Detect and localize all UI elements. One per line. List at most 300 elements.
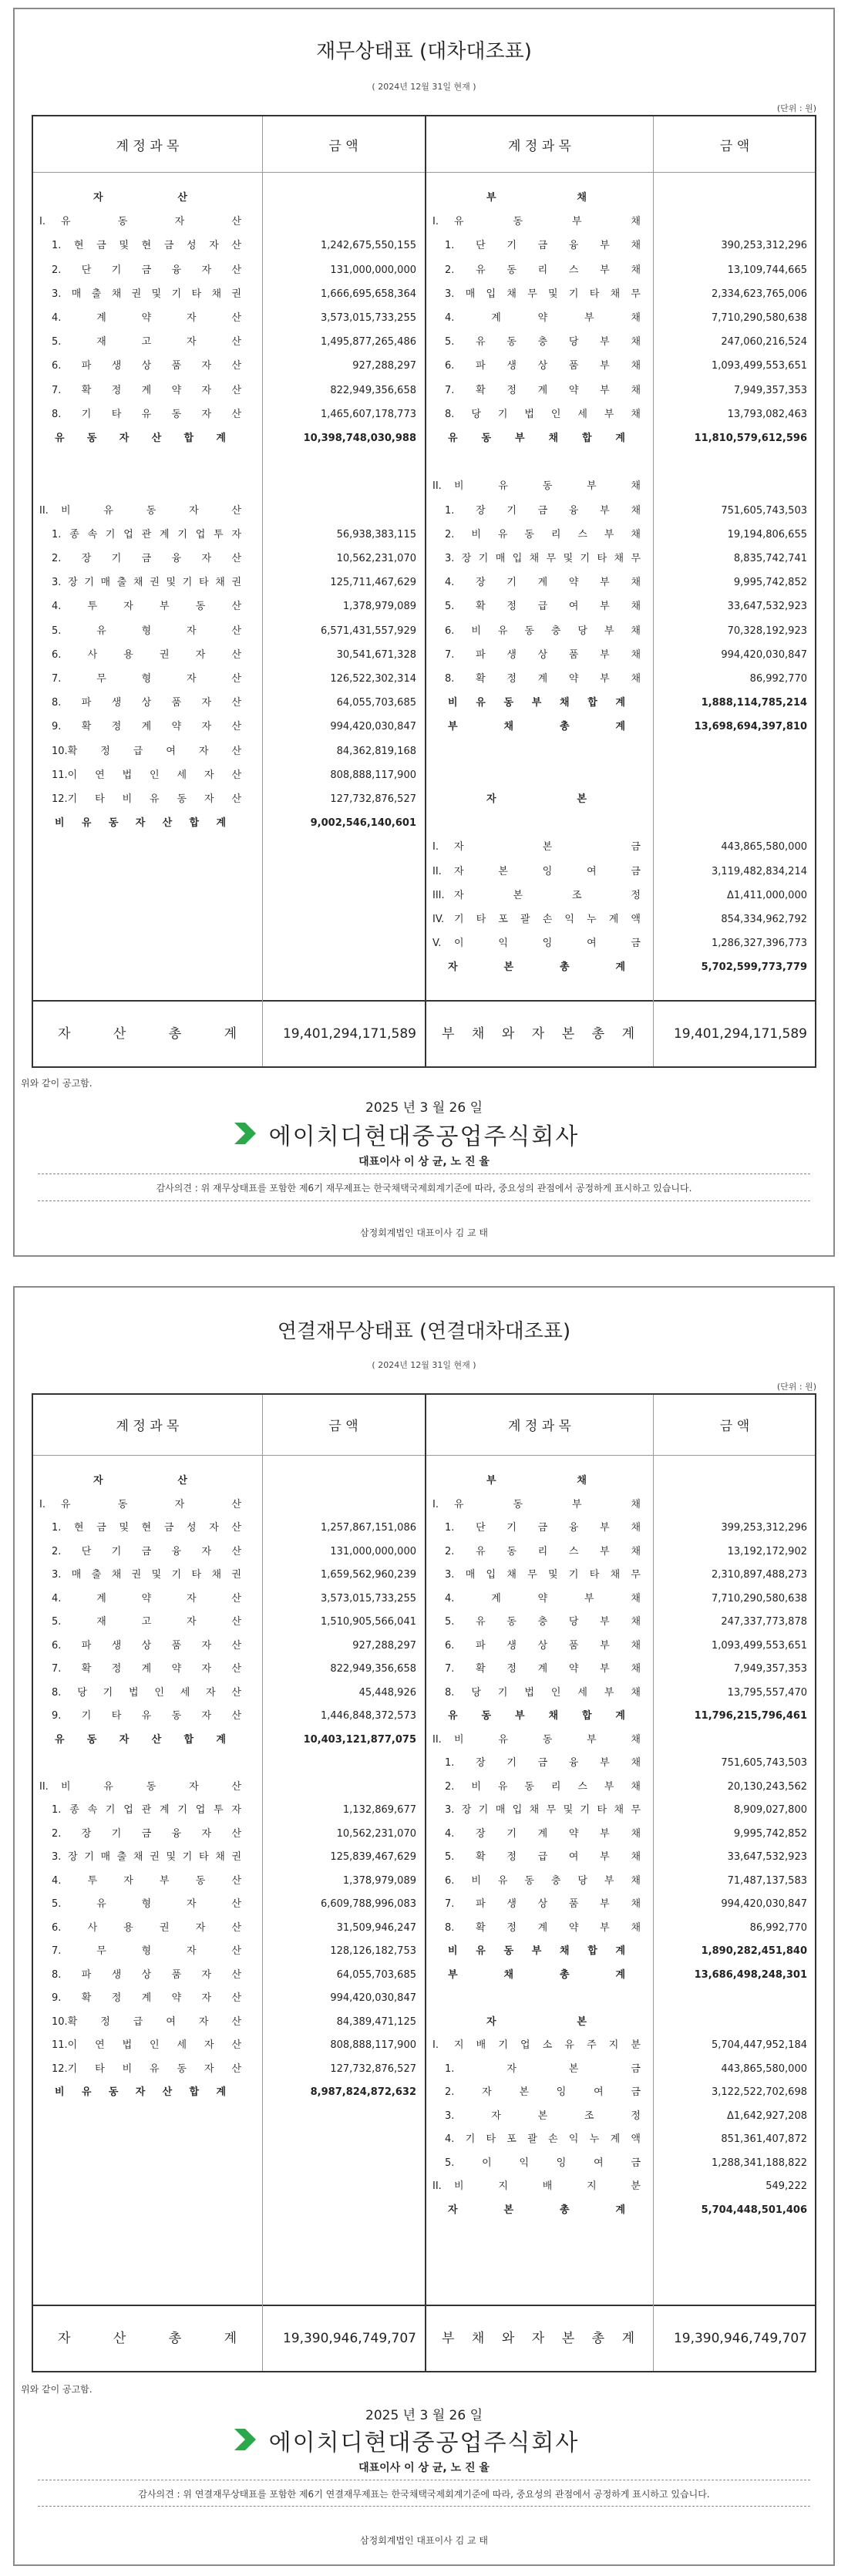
consolidated-balance-table [32, 1393, 816, 2372]
section-number: II. [432, 2180, 442, 2192]
amount-value: 8,909,027,800 [733, 1804, 807, 1816]
account-label: 3. 매 출 채 권 및 기 타 채 권 [52, 1569, 241, 1581]
account-row [33, 1638, 816, 1654]
amount-value: 1,288,341,188,822 [711, 2157, 807, 2169]
account-row [33, 2132, 816, 2147]
ceo-names: 대표이사 이 상 균, 노 진 율 [358, 1156, 490, 1168]
account-row [33, 383, 816, 399]
total-liab-equity-value: 19,390,946,749,707 [673, 2331, 807, 2346]
account-label: 2. 유 동 리 스 부 채 [445, 1545, 641, 1557]
amount-value: 70,328,192,923 [727, 625, 807, 637]
amount-value: 7,949,357,353 [733, 1663, 807, 1675]
amount-value: 64,055,703,685 [336, 697, 416, 709]
account-label: 4. 계 약 부 채 [445, 312, 641, 324]
account-label: 10.확 정 급 여 자 산 [52, 2015, 241, 2028]
account-label: 3. 매 입 채 무 및 기 타 채 무 [445, 288, 641, 300]
subtotal-row [33, 695, 816, 711]
amount-value: 84,362,819,168 [336, 745, 416, 757]
account-label: 1. 단 기 금 융 부 채 [445, 240, 641, 252]
consolidated-balance-sheet [13, 1286, 835, 2566]
amount-value: 126,522,302,314 [330, 673, 416, 685]
subtotal-label: 비 유 동 자 산 합 계 [55, 817, 226, 830]
amount-value: 1,659,562,960,239 [320, 1569, 416, 1581]
account-label: 5. 재 고 자 산 [52, 1616, 241, 1628]
subtotal-row [33, 1944, 816, 1959]
account-label: 3. 장 기 매 출 채 권 및 기 타 채 권 [52, 1851, 241, 1863]
amount-value: 9,995,742,852 [733, 577, 807, 589]
section-label: 비 유 동 자 산 [61, 504, 241, 517]
amount-value: 10,562,231,070 [336, 553, 416, 564]
account-label: 7. 무 형 자 산 [52, 1945, 241, 1957]
approved-note: 위와 같이 공고함. [21, 1078, 93, 1089]
section-heading [33, 1473, 816, 1489]
header-amount-left: 금 액 [328, 139, 358, 154]
amount-value: 549,222 [766, 2180, 807, 2192]
amount-value: 2,310,897,488,273 [711, 1569, 807, 1581]
amount-value: 3,122,522,702,698 [711, 2086, 807, 2098]
account-label: 5. 이 익 잉 여 금 [445, 2157, 641, 2169]
account-label: 1. 현 금 및 현 금 성 자 산 [52, 240, 241, 252]
account-label: 12.기 타 비 유 동 자 산 [52, 2062, 241, 2075]
account-label: 4. 계 약 부 채 [445, 1592, 641, 1605]
section-label: 자 본 금 [454, 841, 641, 854]
amount-value: 128,126,182,753 [330, 1945, 416, 1957]
total-assets-value: 19,390,946,749,707 [282, 2331, 416, 2346]
account-row [33, 1520, 816, 1536]
amount-value: 1,465,607,178,773 [320, 408, 416, 420]
account-row [33, 311, 816, 326]
account-label: 9. 확 정 계 약 자 산 [52, 1992, 241, 2004]
account-label: 3. 자 본 조 정 [445, 2110, 641, 2122]
amount-value: 1,378,979,089 [342, 601, 416, 613]
account-label: 1. 종 속 기 업 관 계 기 업 투 자 [52, 528, 241, 540]
account-label: 9. 기 타 유 동 자 산 [52, 1710, 241, 1722]
amount-value: 125,711,467,629 [330, 577, 416, 589]
section-title: 자 본 [486, 2015, 587, 2028]
amount-value: 927,288,297 [352, 360, 416, 372]
section-title: 부 채 [486, 192, 587, 204]
section-number: I. [39, 1498, 45, 1510]
account-label: 4. 장 기 계 약 부 채 [445, 1827, 641, 1840]
section-label: 지 배 기 업 소 유 주 지 분 [454, 2039, 641, 2051]
account-row [33, 2179, 816, 2194]
account-label: 8. 확 정 계 약 부 채 [445, 673, 641, 685]
subtotal-row [33, 1709, 816, 1724]
account-label: 7. 확 정 계 약 자 산 [52, 384, 241, 396]
amount-value: 851,361,407,872 [721, 2133, 807, 2145]
amount-value: 808,888,117,900 [330, 769, 416, 781]
amount-value: 20,130,243,562 [727, 1780, 807, 1793]
account-label: 6. 파 생 상 품 자 산 [52, 360, 241, 372]
unit-label: (단위 : 원) [776, 103, 816, 113]
account-label: 5. 재 고 자 산 [52, 336, 241, 349]
header-amount-right: 금 액 [719, 1419, 750, 1434]
subtotal-row [33, 2203, 816, 2218]
section-title: 자 본 [486, 793, 587, 805]
subtotal-label: 비 유 동 부 채 합 계 [448, 697, 625, 709]
amount-value: 994,420,030,847 [330, 721, 416, 733]
amount-value: 127,732,876,527 [330, 2062, 416, 2075]
account-label: 2. 자 본 잉 여 금 [445, 2086, 641, 2098]
account-row [33, 2085, 816, 2100]
account-row [33, 1615, 816, 1630]
amount-value: 8,835,742,741 [733, 553, 807, 564]
amount-value: 13,698,694,397,810 [694, 721, 807, 733]
account-label: 6. 파 생 상 품 부 채 [445, 360, 641, 372]
total-assets-label: 자 산 총 계 [58, 1026, 237, 1042]
account-row [33, 1732, 816, 1748]
account-row [33, 599, 816, 615]
account-label: 5. 유 형 자 산 [52, 1898, 241, 1910]
subtotal-label: 비 유 동 부 채 합 계 [448, 1945, 625, 1957]
amount-value: 10,403,121,877,075 [303, 1733, 416, 1746]
section-number: I. [39, 216, 45, 228]
subtotal-row [33, 431, 816, 446]
section-number: V. [432, 938, 442, 950]
account-label: 4. 장 기 계 약 부 채 [445, 577, 641, 589]
amount-value: 7,949,357,353 [733, 384, 807, 396]
subtotal-label: 유 동 자 산 합 계 [55, 433, 226, 444]
account-row [33, 1991, 816, 2006]
account-label: 10.확 정 급 여 자 산 [52, 745, 241, 757]
section-label: 유 동 자 산 [61, 216, 241, 228]
account-label: 6. 파 생 상 품 자 산 [52, 1639, 241, 1652]
audit-opinion: 감사의견 : 위 연결재무상태표를 포함한 제6기 연결재무제표는 한국채택국제회계기준에 따라, 중요성의 관점에서 공정하게 표시하고 있습니다. [138, 2489, 710, 2500]
amount-value: 822,949,356,658 [330, 1663, 416, 1675]
account-label: 4. 투 자 부 동 산 [52, 1874, 241, 1887]
amount-value: 1,666,695,658,364 [320, 288, 416, 300]
section-label: 유 동 부 채 [454, 1498, 641, 1510]
account-row [33, 575, 816, 591]
account-label: 4. 투 자 부 동 산 [52, 601, 241, 613]
account-label: 3. 장 기 매 입 채 무 및 기 타 채 무 [445, 553, 641, 564]
amount-value: 6,571,431,557,929 [320, 625, 416, 637]
amount-value: 247,060,216,524 [721, 336, 807, 349]
section-heading [33, 792, 816, 807]
amount-value: 399,253,312,296 [721, 1522, 807, 1534]
amount-value: 994,420,030,847 [721, 1898, 807, 1910]
subtotal-row [33, 960, 816, 975]
account-row [33, 479, 816, 494]
account-label: 5. 확 정 급 여 부 채 [445, 1851, 641, 1863]
announce-date: 2025 년 3 월 26 일 [365, 1100, 483, 1116]
amount-value: 1,093,499,553,651 [711, 1639, 807, 1652]
header-account-left: 계 정 과 목 [116, 1419, 180, 1434]
account-label: 3. 매 출 채 권 및 기 타 채 권 [52, 288, 241, 300]
amount-value: 1,286,327,396,773 [711, 938, 807, 950]
announce-date: 2025 년 3 월 26 일 [365, 2408, 483, 2423]
amount-value: 1,242,675,550,155 [320, 240, 416, 252]
amount-value: 8,987,824,872,632 [310, 2086, 416, 2098]
account-row [33, 888, 816, 904]
account-row [33, 1662, 816, 1677]
amount-value: 751,605,743,503 [721, 1757, 807, 1769]
section-heading [33, 2015, 816, 2030]
amount-value: 6,609,788,996,083 [320, 1898, 416, 1910]
account-row [33, 287, 816, 302]
section-number: II. [39, 1780, 49, 1793]
amount-value: 854,334,962,792 [721, 914, 807, 925]
account-label: 5. 유 형 자 산 [52, 625, 241, 637]
account-row [33, 768, 816, 783]
amount-value: 1,495,877,265,486 [320, 336, 416, 349]
amount-value: 45,448,926 [358, 1686, 416, 1699]
total-liab-equity-value: 19,401,294,171,589 [673, 1026, 807, 1042]
section-number: II. [432, 1733, 442, 1746]
account-row [33, 1567, 816, 1583]
section-number: II. [432, 865, 442, 877]
account-label: 6. 비 유 동 충 당 부 채 [445, 1874, 641, 1887]
amount-value: 56,938,383,115 [336, 528, 416, 540]
section-number: I. [432, 841, 439, 854]
account-label: 6. 사 용 권 자 산 [52, 648, 241, 661]
section-label: 이 익 잉 여 금 [454, 938, 641, 950]
account-label: 12.기 타 비 유 동 자 산 [52, 793, 241, 805]
subtotal-label: 유 동 자 산 합 계 [55, 1733, 226, 1746]
amount-value: 1,888,114,785,214 [701, 697, 807, 709]
account-label: 6. 비 유 동 충 당 부 채 [445, 625, 641, 637]
amount-value: 86,992,770 [749, 1921, 807, 1934]
account-row [33, 912, 816, 928]
account-label: 1. 자 본 금 [445, 2062, 641, 2075]
amount-value: 131,000,000,000 [330, 264, 416, 276]
section-label: 기 타 포 괄 손 익 누 계 액 [454, 914, 641, 925]
amount-value: Δ1,411,000,000 [727, 889, 807, 901]
amount-value: 443,865,580,000 [721, 2062, 807, 2075]
account-row [33, 1780, 816, 1795]
account-label: 7. 확 정 계 약 자 산 [52, 1663, 241, 1675]
approved-note: 위와 같이 공고함. [21, 2384, 93, 2395]
amount-value: 822,949,356,658 [330, 384, 416, 396]
account-label: 11.이 연 법 인 세 자 산 [52, 2039, 241, 2051]
amount-value: 125,839,467,629 [330, 1851, 416, 1863]
amount-value: 808,888,117,900 [330, 2039, 416, 2051]
audit-opinion: 감사의견 : 위 재무상태표를 포함한 제6기 재무제표는 한국채택국제회계기준에 따라, 중요성의 관점에서 공정하게 표시하고 있습니다. [156, 1183, 692, 1194]
amount-value: 11,796,215,796,461 [694, 1710, 807, 1722]
section-number: I. [432, 1498, 439, 1510]
section-title: 자 산 [93, 192, 187, 204]
company-name: 에이치디현대중공업주식회사 [268, 1123, 580, 1150]
section-heading [33, 190, 816, 206]
header-account-right: 계 정 과 목 [508, 139, 571, 154]
section-label: 자 본 조 정 [454, 889, 641, 901]
account-label: 2. 단 기 금 융 자 산 [52, 1545, 241, 1557]
account-label: 3. 장 기 매 출 채 권 및 기 타 채 권 [52, 577, 241, 589]
amount-value: 33,647,532,923 [727, 601, 807, 613]
amount-value: 3,573,015,733,255 [320, 312, 416, 324]
amount-value: 3,573,015,733,255 [320, 1592, 416, 1605]
amount-value: 1,446,848,372,573 [320, 1710, 416, 1722]
amount-value: 247,337,773,878 [721, 1616, 807, 1628]
section-label: 유 동 부 채 [454, 216, 641, 228]
amount-value: 1,093,499,553,651 [711, 360, 807, 372]
section-title: 자 산 [93, 1475, 187, 1487]
subtotal-row [33, 719, 816, 735]
account-label: 2. 비 유 동 리 스 부 채 [445, 1780, 641, 1793]
account-label: 8. 당 기 법 인 세 부 채 [445, 408, 641, 420]
amount-value: 1,132,869,677 [342, 1804, 416, 1816]
account-label: 2. 단 기 금 융 자 산 [52, 264, 241, 276]
section-title: 부 채 [486, 1475, 587, 1487]
account-label: 8. 당 기 법 인 세 부 채 [445, 1686, 641, 1699]
account-row [33, 1685, 816, 1701]
account-row [33, 1827, 816, 1842]
amount-value: 84,389,471,125 [336, 2015, 416, 2028]
account-label: 5. 유 동 충 당 부 채 [445, 336, 641, 349]
amount-value: 9,995,742,852 [733, 1827, 807, 1840]
account-row [33, 1497, 816, 1513]
account-row [33, 2109, 816, 2124]
amount-value: 927,288,297 [352, 1639, 416, 1652]
account-row [33, 648, 816, 663]
statement-title: 재무상태표 (대차대조표) [316, 40, 532, 63]
amount-value: 10,562,231,070 [336, 1827, 416, 1840]
amount-value: 1,510,905,566,041 [320, 1616, 416, 1628]
account-row [33, 1897, 816, 1912]
amount-value: 7,710,290,580,638 [711, 1592, 807, 1605]
section-number: III. [432, 889, 445, 901]
account-label: 1. 종 속 기 업 관 계 기 업 투 자 [52, 1804, 241, 1816]
amount-value: 13,686,498,248,301 [694, 1968, 807, 1981]
amount-value: 1,378,979,089 [342, 1874, 416, 1887]
account-row [33, 2038, 816, 2053]
account-row [33, 359, 816, 374]
account-label: 1. 장 기 금 융 부 채 [445, 1757, 641, 1769]
account-row [33, 503, 816, 519]
statement-title: 연결재무상태표 (연결대차대조표) [277, 1320, 571, 1343]
header-amount-left: 금 액 [328, 1419, 358, 1434]
section-label: 유 동 자 산 [61, 1498, 241, 1510]
amount-value: 2,334,623,765,006 [711, 288, 807, 300]
account-row [33, 551, 816, 567]
account-label: 6. 사 용 권 자 산 [52, 1921, 241, 1934]
header-account-left: 계 정 과 목 [116, 139, 180, 154]
section-number: II. [39, 504, 49, 517]
total-assets-value: 19,401,294,171,589 [282, 1026, 416, 1042]
account-label: 2. 장 기 금 융 자 산 [52, 553, 241, 564]
section-label: 자 본 잉 여 금 [454, 865, 641, 877]
amount-value: 390,253,312,296 [721, 240, 807, 252]
subtotal-label: 자 본 총 계 [448, 961, 625, 974]
account-label: 1. 단 기 금 융 부 채 [445, 1522, 641, 1534]
total-liab-equity-label: 부 채 와 자 본 총 계 [442, 2331, 634, 2346]
subtotal-row [33, 816, 816, 831]
amount-value: 5,704,448,501,406 [701, 2204, 807, 2216]
amount-value: 30,541,671,328 [336, 648, 416, 661]
amount-value: 751,605,743,503 [721, 504, 807, 517]
amount-value: 131,000,000,000 [330, 1545, 416, 1557]
amount-value: 994,420,030,847 [721, 648, 807, 661]
account-label: 4. 계 약 자 산 [52, 1592, 241, 1605]
total-liab-equity-label: 부 채 와 자 본 총 계 [442, 1026, 634, 1042]
account-row [33, 2156, 816, 2171]
section-number: I. [432, 216, 439, 228]
auditor-name: 삼정회계법인 대표이사 김 교 태 [360, 1227, 488, 1238]
section-number: I. [432, 2039, 439, 2051]
amount-value: 13,192,172,902 [727, 1545, 807, 1557]
account-row [33, 1874, 816, 1889]
amount-value: 7,710,290,580,638 [711, 312, 807, 324]
account-label: 7. 파 생 상 품 부 채 [445, 1898, 641, 1910]
amount-value: 13,793,082,463 [727, 408, 807, 420]
amount-value: 3,119,482,834,214 [711, 865, 807, 877]
amount-value: 19,194,806,655 [727, 528, 807, 540]
section-label: 비 지 배 지 분 [454, 2180, 641, 2192]
account-label: 5. 확 정 급 여 부 채 [445, 601, 641, 613]
account-row [33, 407, 816, 423]
account-row [33, 840, 816, 855]
account-label: 8. 파 생 상 품 자 산 [52, 1968, 241, 1981]
account-label: 8. 당 기 법 인 세 자 산 [52, 1686, 241, 1699]
account-row [33, 1850, 816, 1865]
statement-date: ( 2024년 12월 31일 현재 ) [372, 82, 476, 92]
amount-value: 5,702,599,773,779 [701, 961, 807, 974]
account-row [33, 744, 816, 759]
subtotal-label: 부 채 총 계 [448, 721, 625, 733]
subtotal-label: 유 동 부 채 합 계 [448, 433, 625, 444]
account-row [33, 624, 816, 639]
account-row [33, 1544, 816, 1560]
account-row [33, 936, 816, 951]
subtotal-label: 비 유 동 자 산 합 계 [55, 2086, 226, 2098]
amount-value: 11,810,579,612,596 [694, 433, 807, 444]
account-label: 3. 장 기 매 입 채 무 및 기 타 채 무 [445, 1804, 641, 1816]
account-row [33, 672, 816, 687]
subtotal-row [33, 1968, 816, 1983]
account-label: 7. 파 생 상 품 부 채 [445, 648, 641, 661]
account-label: 11.이 연 법 인 세 자 산 [52, 769, 241, 781]
account-label: 9. 확 정 계 약 자 산 [52, 721, 241, 733]
amount-value: 10,398,748,030,988 [303, 433, 416, 444]
amount-value: 33,647,532,923 [727, 1851, 807, 1863]
section-label: 비 유 동 부 채 [454, 480, 641, 493]
account-row [33, 263, 816, 278]
balance-sheet [13, 8, 835, 1257]
amount-value: 86,992,770 [749, 673, 807, 685]
ceo-names: 대표이사 이 상 균, 노 진 율 [358, 2462, 490, 2474]
amount-value: 9,002,546,140,601 [310, 817, 416, 830]
section-number: II. [432, 480, 442, 493]
account-row [33, 527, 816, 543]
account-label: 2. 장 기 금 융 자 산 [52, 1827, 241, 1840]
subtotal-label: 자 본 총 계 [448, 2204, 625, 2216]
account-label: 4. 계 약 자 산 [52, 312, 241, 324]
auditor-name: 삼정회계법인 대표이사 김 교 태 [360, 2535, 488, 2546]
account-label: 7. 확 정 계 약 부 채 [445, 384, 641, 396]
company-name: 에이치디현대중공업주식회사 [268, 2430, 580, 2456]
account-label: 5. 유 동 충 당 부 채 [445, 1616, 641, 1628]
amount-value: 127,732,876,527 [330, 793, 416, 805]
account-row [33, 335, 816, 350]
amount-value: 994,420,030,847 [330, 1992, 416, 2004]
account-row [33, 214, 816, 230]
amount-value: 443,865,580,000 [721, 841, 807, 854]
section-number: IV. [432, 914, 445, 925]
section-label: 비 유 동 부 채 [454, 1733, 641, 1746]
account-label: 3. 매 입 채 무 및 기 타 채 무 [445, 1569, 641, 1581]
header-amount-right: 금 액 [719, 139, 750, 154]
amount-value: Δ1,642,927,208 [727, 2110, 807, 2122]
amount-value: 71,487,137,583 [727, 1874, 807, 1887]
amount-value: 64,055,703,685 [336, 1968, 416, 1981]
amount-value: 5,704,447,952,184 [711, 2039, 807, 2051]
account-row [33, 1803, 816, 1818]
amount-value: 13,109,744,665 [727, 264, 807, 276]
account-label: 2. 유 동 리 스 부 채 [445, 264, 641, 276]
amount-value: 31,509,946,247 [336, 1921, 416, 1934]
balance-table [32, 115, 816, 1068]
account-row [33, 2062, 816, 2077]
